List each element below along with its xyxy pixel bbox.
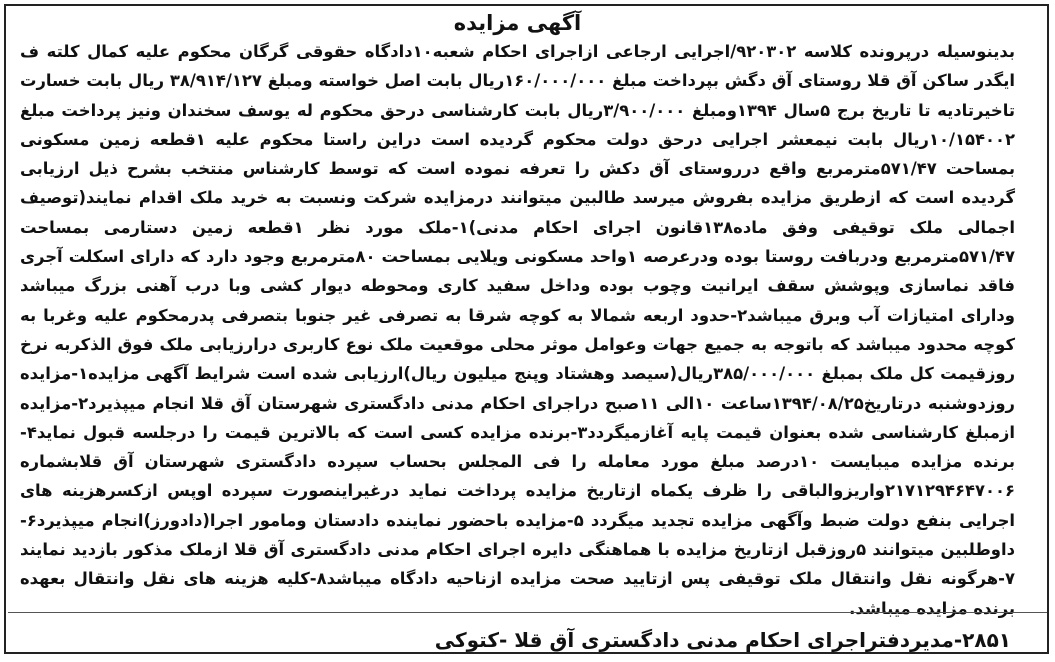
- auction-notice: [4, 4, 1049, 654]
- notice-footer: ۲۸۵۱-مدیردفتراجرای احکام مدنی دادگستری آق قلا -کتوکی: [434, 627, 1011, 652]
- notice-title: آگهی مزایده: [453, 11, 582, 35]
- notice-content: [6, 6, 1047, 652]
- notice-body: بدینوسیله درپرونده کلاسه ۹۲۰۳۰۲/اجرایی ارجاعی ازاجرای احکام شعبه۱۰دادگاه حقوقی گرگان محکوم علیه کمال کلته ف ایگدر ساکن آق قلا روستای آق دگش بپرداخت مبلغ ۱۶۰/۰۰۰/۰۰۰ریال بابت اصل خواسته ومبلغ ۳۸/۹۱۴/۱۲۷ ریال بابت خسارت تاخیرتادیه تا تاریخ برج ۵سال ۱۳۹۴ومبلغ ۳/۹۰۰/۰۰۰ریال بابت کارشناسی درحق محکوم له یوسف سخندان ونیز پرداخت مبلغ ۱۰/۱۵۴۰۰۲ریال بابت نیمعشر اجرایی درحق دولت محکوم گردیده است دراین راستا محکوم علیه ۱قطعه زمین مسکونی بمساحت ۵۷۱/۴۷مترمربع واقع درروستای آق دکش را تعرفه نموده است که توسط کارشناس منتخب بشرح ذیل ارزیابی گردیده است که ازطریق مزایده بفروش میرسد طالبین میتوانند درمزایده شرکت ونسبت به خرید ملک اقدام نمایند(توصیف اجمالی ملک توقیفی وفق ماده۱۳۸قانون اجرای احکام مدنی)۱-ملک مورد نظر ۱قطعه زمین دستارمی بمساحت ۵۷۱/۴۷مترمربع ودربافت روستا بوده ودرعرصه ۱واحد مسکونی ویلایی بمساحت ۸۰مترمربع وجود دارد که دارای اسکلت آجری فاقد نماسازی وپوشش سقف ایرانیت وچوب بوده وداخل سفید کاری ومحوطه دیوار کشی وبا درب آهنی بزرگ میباشد ودارای امتیازات آب وبرق میباشد۲-حدود اربعه شمالا به کوچه شرقا به تصرفی غیر جنوبا بتصرفی پدرمحکوم علیه وغربا به کوچه محدود میباشد که باتوجه به جمیع جهات وعوامل موثر محلی موقعیت ملک نوع کاربری درارزیابی ملک فوق الذکربه نرخ روزقیمت کل ملک بمبلغ ۳۸۵/۰۰۰/۰۰۰ریال(سیصد وهشتاد وپنج میلیون ریال)ارزیابی شده است شرایط آگهی مزایده۱-مزایده روزدوشنبه درتاریخ۱۳۹۴/۰۸/۲۵ساعت ۱۰الی ۱۱صبح دراجرای احکام مدنی دادگستری شهرستان آق قلا انجام میپذیرد۲-مزایده ازمبلغ کارشناسی شده بعنوان قیمت پایه آغازمیگردد۳-برنده مزایده کسی است که بالاترین قیمت را درجلسه قبول نماید۴-برنده مزایده میبایست ۱۰درصد مبلغ مورد معامله را فی المجلس بحساب سپرده دادگستری شهرستان آق قلابشماره ۲۱۷۱۲۹۴۶۴۷۰۰۶واریزوالباقی را ظرف یکماه ازتاریخ مزایده پرداخت نماید درغیراینصورت سپرده اوپس ازکسرهزینه های اجرایی بنفع دولت ضبط وآگهی مزایده تجدید میگردد ۵-مزایده باحضور نماینده دادستان ومامور اجرا(دادورز)انجام میپذیرد۶-داوطلبین میتوانند ۵روزقبل ازتاریخ مزایده با هماهنگی دایره اجرای احکام مدنی دادگستری آق قلا ازملک مذکور بازدید نمایند ۷-هرگونه نقل وانتقال ملک توقیفی پس ازتایید صحت مزایده ازناحیه دادگاه میباشد۸-کلیه هزینه های نقل وانتقال بعهده برنده مزایده میباشد.: [20, 42, 1016, 618]
- footer-divider: [8, 612, 1047, 613]
